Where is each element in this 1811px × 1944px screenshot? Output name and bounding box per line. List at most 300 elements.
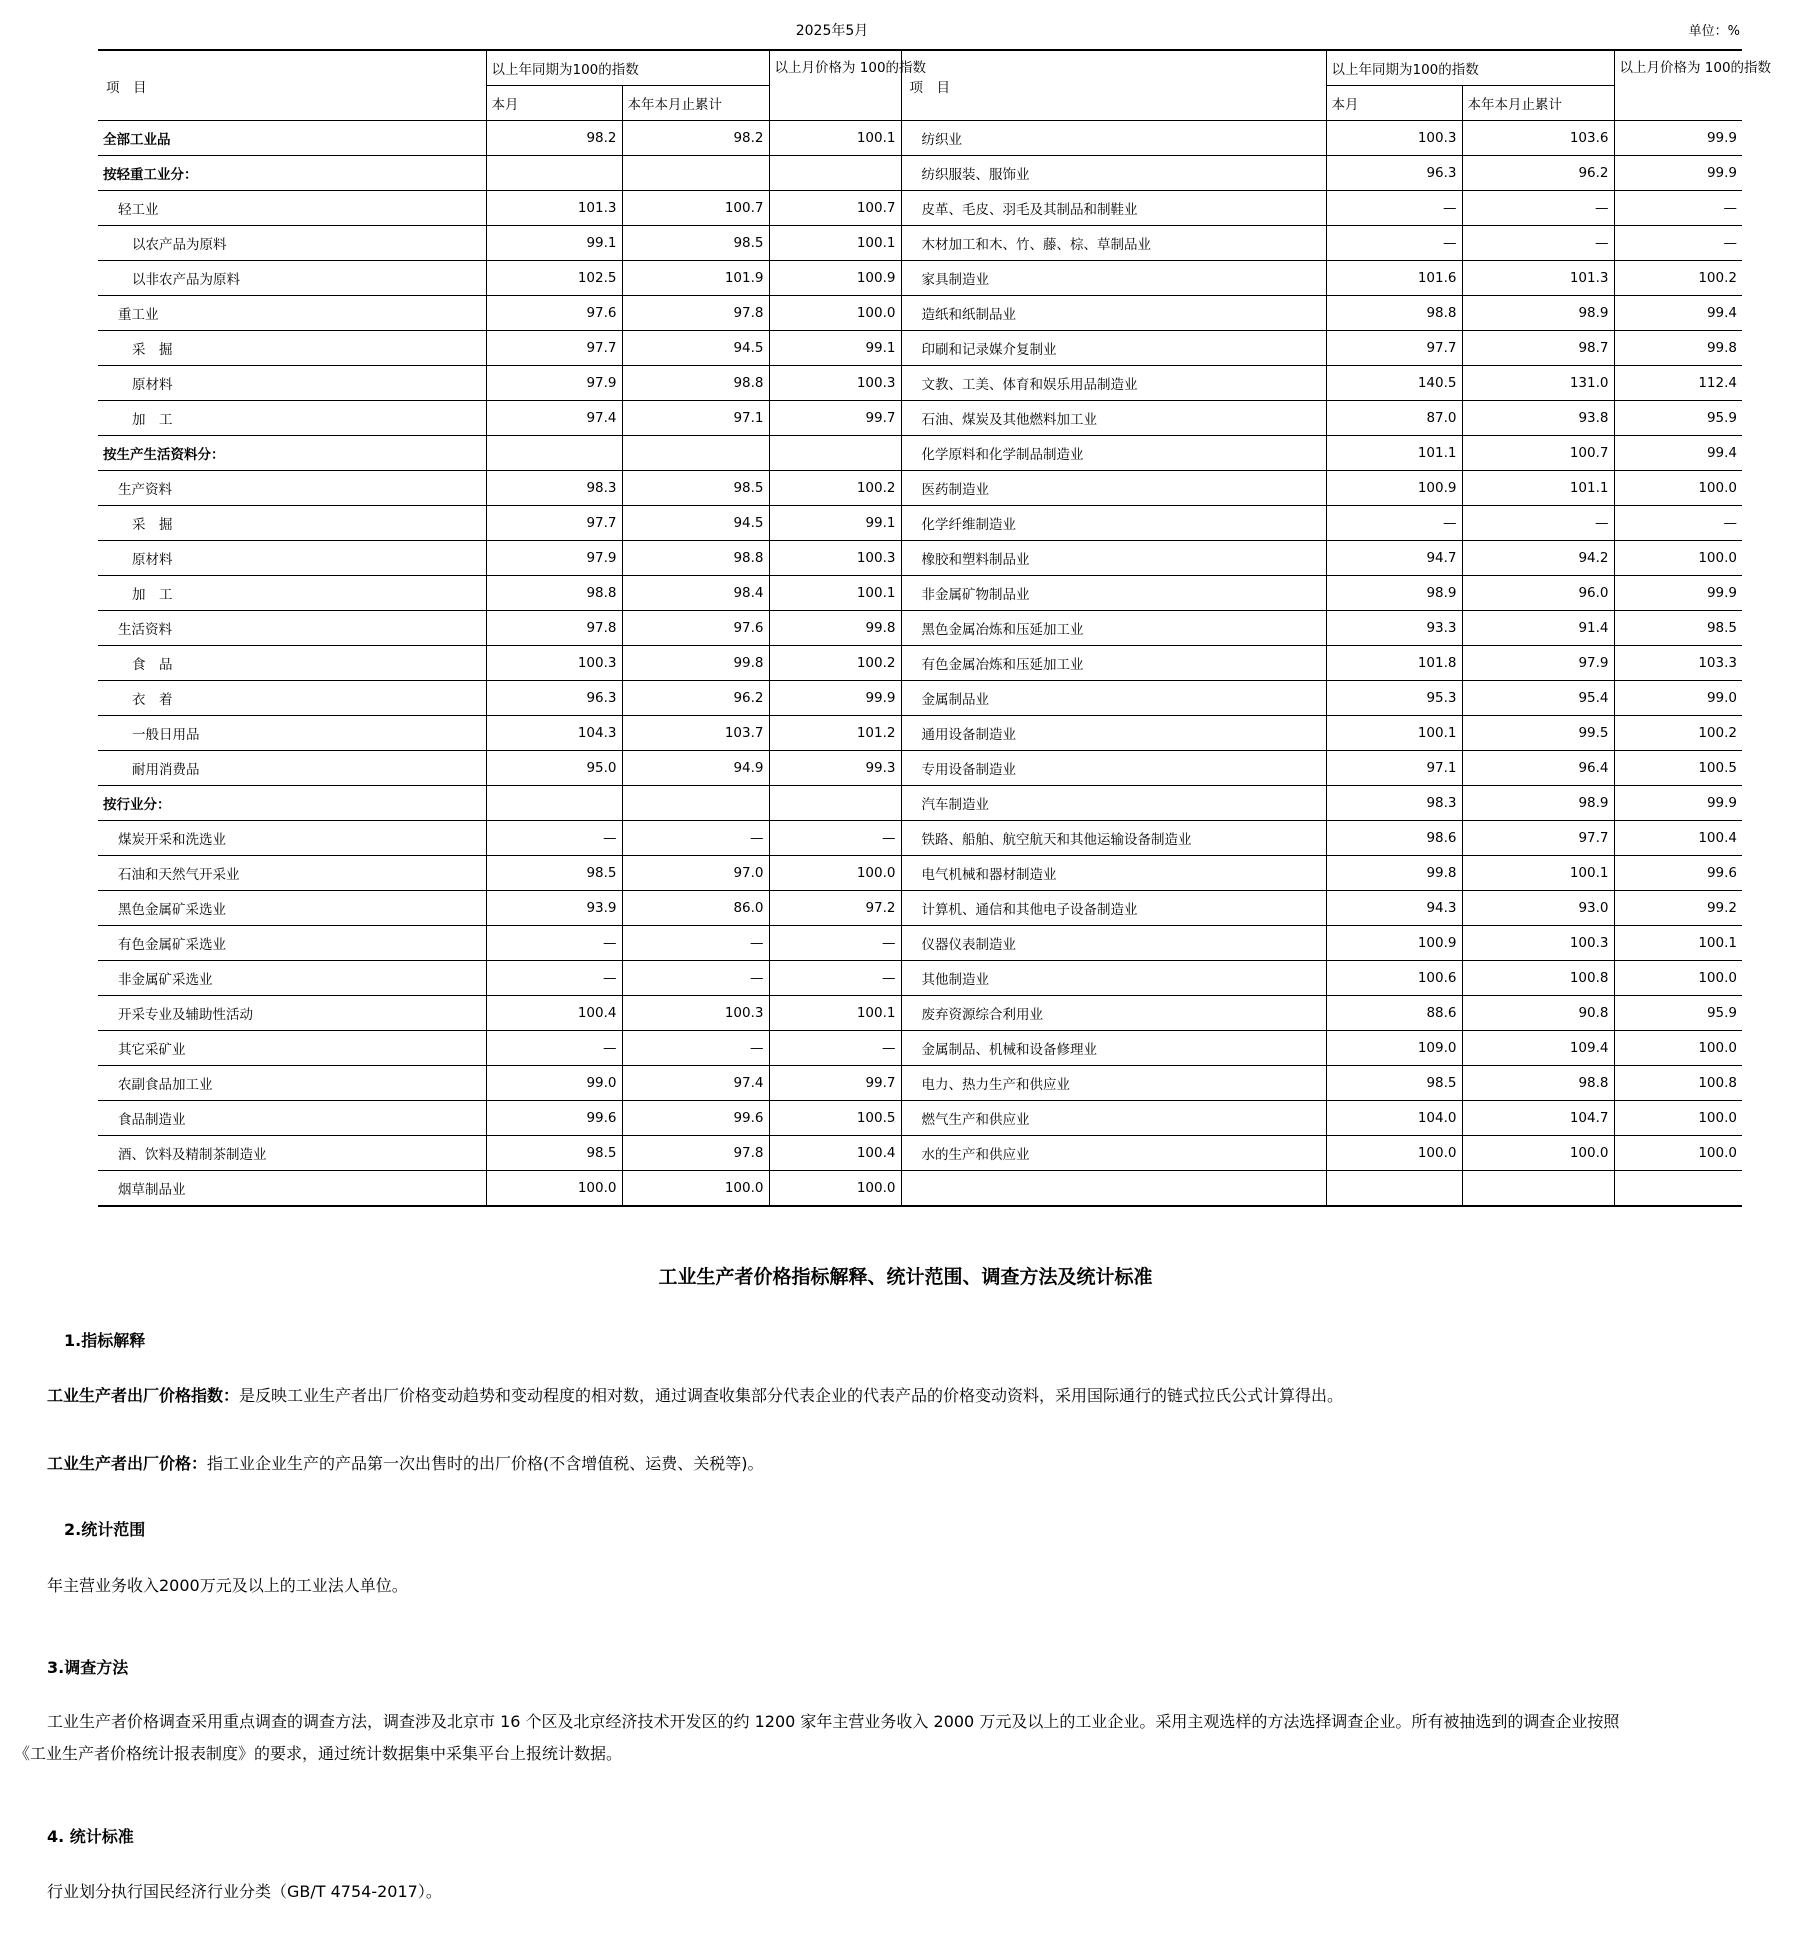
left-month-value: 100.0 xyxy=(486,1171,622,1207)
table-row xyxy=(98,611,1742,646)
right-month-value: 100.9 xyxy=(1326,471,1462,506)
right-cumulative-value: 100.3 xyxy=(1462,926,1614,961)
left-month-value: 99.0 xyxy=(486,1066,622,1101)
left-mom-value: 100.1 xyxy=(769,576,901,611)
right-item-name: 有色金属冶炼和压延加工业 xyxy=(901,646,1326,681)
right-month-value: 97.1 xyxy=(1326,751,1462,786)
left-cumulative-value: 94.5 xyxy=(622,506,769,541)
table-row xyxy=(98,646,1742,681)
left-item-name: 按生产生活资料分： xyxy=(98,436,486,471)
right-mom-value: 100.5 xyxy=(1614,751,1742,786)
right-mom-value: 98.5 xyxy=(1614,611,1742,646)
right-cumulative-value: 101.1 xyxy=(1462,471,1614,506)
right-month-value: 93.3 xyxy=(1326,611,1462,646)
right-cumulative-value: 98.9 xyxy=(1462,296,1614,331)
right-cumulative-value: 99.5 xyxy=(1462,716,1614,751)
left-cumulative-value: — xyxy=(622,821,769,856)
right-cumulative-value: 100.7 xyxy=(1462,436,1614,471)
right-cumulative-value: 101.3 xyxy=(1462,261,1614,296)
text-ex-factory-price: 指工业企业生产的产品第一次出售时的出厂价格(不含增值税、运费、关税等)。 xyxy=(207,1454,764,1473)
left-cumulative-value: 103.7 xyxy=(622,716,769,751)
left-item-name: 加 工 xyxy=(98,576,486,611)
left-mom-value xyxy=(769,436,901,471)
left-item-name: 开采专业及辅助性活动 xyxy=(98,996,486,1031)
right-cumulative-value xyxy=(1462,1171,1614,1207)
right-cumulative-value: 96.0 xyxy=(1462,576,1614,611)
right-month-value: 101.6 xyxy=(1326,261,1462,296)
left-mom-value: 100.2 xyxy=(769,646,901,681)
right-item-name: 皮革、毛皮、羽毛及其制品和制鞋业 xyxy=(901,191,1326,226)
right-mom-value: 100.4 xyxy=(1614,821,1742,856)
right-month-value: 99.8 xyxy=(1326,856,1462,891)
right-item-name: 文教、工美、体育和娱乐用品制造业 xyxy=(901,366,1326,401)
left-mom-value: 100.0 xyxy=(769,856,901,891)
right-cumulative-value: 96.2 xyxy=(1462,156,1614,191)
left-month-value xyxy=(486,436,622,471)
col-cumulative-header: 本年本月止累计 xyxy=(622,86,769,121)
right-cumulative-value: 93.8 xyxy=(1462,401,1614,436)
left-mom-value: 101.2 xyxy=(769,716,901,751)
left-item-name: 有色金属矿采选业 xyxy=(98,926,486,961)
right-month-value: 94.3 xyxy=(1326,891,1462,926)
right-item-name: 燃气生产和供应业 xyxy=(901,1101,1326,1136)
table-row xyxy=(98,506,1742,541)
right-cumulative-value: 93.0 xyxy=(1462,891,1614,926)
right-month-value: 100.3 xyxy=(1326,121,1462,156)
table-row xyxy=(98,1171,1742,1207)
right-mom-value: 100.0 xyxy=(1614,1031,1742,1066)
left-cumulative-value xyxy=(622,156,769,191)
table-row xyxy=(98,786,1742,821)
left-item-name: 重工业 xyxy=(98,296,486,331)
right-item-name: 金属制品业 xyxy=(901,681,1326,716)
left-month-value: 100.3 xyxy=(486,646,622,681)
right-mom-value: 100.8 xyxy=(1614,1066,1742,1101)
right-item-name xyxy=(901,1171,1326,1207)
left-item-name: 原材料 xyxy=(98,541,486,576)
table-row xyxy=(98,226,1742,261)
right-item-name: 黑色金属冶炼和压延加工业 xyxy=(901,611,1326,646)
left-month-value: 100.4 xyxy=(486,996,622,1031)
paragraph-scope: 年主营业务收入2000万元及以上的工业法人单位。 xyxy=(47,1576,408,1595)
left-month-value: 98.5 xyxy=(486,856,622,891)
right-mom-value: 99.9 xyxy=(1614,121,1742,156)
right-cumulative-value: 103.6 xyxy=(1462,121,1614,156)
table-row xyxy=(98,1101,1742,1136)
left-cumulative-value: 97.8 xyxy=(622,1136,769,1171)
right-cumulative-value: 98.7 xyxy=(1462,331,1614,366)
right-cumulative-value: 131.0 xyxy=(1462,366,1614,401)
left-mom-value: 99.7 xyxy=(769,401,901,436)
table-row xyxy=(98,541,1742,576)
right-month-value: — xyxy=(1326,506,1462,541)
col-item-header: 项 目 xyxy=(98,50,486,121)
right-item-name: 纺织业 xyxy=(901,121,1326,156)
right-item-name: 纺织服装、服饰业 xyxy=(901,156,1326,191)
left-cumulative-value: 100.3 xyxy=(622,996,769,1031)
table-row xyxy=(98,856,1742,891)
right-item-name: 其他制造业 xyxy=(901,961,1326,996)
right-cumulative-value: 100.1 xyxy=(1462,856,1614,891)
left-cumulative-value: 97.1 xyxy=(622,401,769,436)
right-mom-value: 99.2 xyxy=(1614,891,1742,926)
table-row xyxy=(98,996,1742,1031)
table-row xyxy=(98,156,1742,191)
right-item-name: 计算机、通信和其他电子设备制造业 xyxy=(901,891,1326,926)
right-mom-value: 103.3 xyxy=(1614,646,1742,681)
left-mom-value: 99.3 xyxy=(769,751,901,786)
right-mom-value: 99.9 xyxy=(1614,576,1742,611)
left-cumulative-value: 98.8 xyxy=(622,366,769,401)
right-item-name: 非金属矿物制品业 xyxy=(901,576,1326,611)
left-month-value: 98.8 xyxy=(486,576,622,611)
right-item-name: 电气机械和器材制造业 xyxy=(901,856,1326,891)
right-cumulative-value: 109.4 xyxy=(1462,1031,1614,1066)
left-cumulative-value: 97.6 xyxy=(622,611,769,646)
left-cumulative-value: — xyxy=(622,1031,769,1066)
left-month-value: 96.3 xyxy=(486,681,622,716)
col-month-header-right: 本月 xyxy=(1326,86,1462,121)
right-item-name: 水的生产和供应业 xyxy=(901,1136,1326,1171)
right-mom-value: 100.0 xyxy=(1614,471,1742,506)
left-month-value: 95.0 xyxy=(486,751,622,786)
right-mom-value: 100.0 xyxy=(1614,1136,1742,1171)
left-mom-value: — xyxy=(769,1031,901,1066)
table-row xyxy=(98,1136,1742,1171)
right-mom-value: 99.0 xyxy=(1614,681,1742,716)
left-mom-value: 100.4 xyxy=(769,1136,901,1171)
right-month-value: 97.7 xyxy=(1326,331,1462,366)
col-item-header-right: 项 目 xyxy=(901,50,1326,121)
left-month-value: — xyxy=(486,961,622,996)
right-month-value: 96.3 xyxy=(1326,156,1462,191)
right-month-value: 100.9 xyxy=(1326,926,1462,961)
right-month-value: 98.6 xyxy=(1326,821,1462,856)
table-row xyxy=(98,576,1742,611)
right-month-value: 109.0 xyxy=(1326,1031,1462,1066)
left-item-name: 按轻重工业分： xyxy=(98,156,486,191)
col-mom-header-right: 以上月价格为 100的指数 xyxy=(1614,50,1742,121)
left-mom-value: 100.0 xyxy=(769,296,901,331)
left-mom-value: 99.1 xyxy=(769,331,901,366)
table-row xyxy=(98,401,1742,436)
left-item-name: 采 掘 xyxy=(98,331,486,366)
table-row xyxy=(98,331,1742,366)
right-mom-value: 99.9 xyxy=(1614,156,1742,191)
right-mom-value: 95.9 xyxy=(1614,996,1742,1031)
left-month-value: 101.3 xyxy=(486,191,622,226)
table-row xyxy=(98,296,1742,331)
left-item-name: 烟草制品业 xyxy=(98,1171,486,1207)
left-mom-value: — xyxy=(769,926,901,961)
table-row xyxy=(98,366,1742,401)
left-cumulative-value: 97.0 xyxy=(622,856,769,891)
left-item-name: 煤炭开采和洗选业 xyxy=(98,821,486,856)
left-cumulative-value: 98.4 xyxy=(622,576,769,611)
table-row xyxy=(98,751,1742,786)
right-mom-value: 99.9 xyxy=(1614,786,1742,821)
left-month-value: 104.3 xyxy=(486,716,622,751)
left-cumulative-value: 99.8 xyxy=(622,646,769,681)
left-month-value: 97.7 xyxy=(486,506,622,541)
table-row xyxy=(98,681,1742,716)
right-month-value: 100.1 xyxy=(1326,716,1462,751)
table-row xyxy=(98,471,1742,506)
section-2-heading: 2.统计范围 xyxy=(64,1520,146,1539)
table-row xyxy=(98,891,1742,926)
right-cumulative-value: 100.0 xyxy=(1462,1136,1614,1171)
left-month-value: 98.2 xyxy=(486,121,622,156)
left-month-value: — xyxy=(486,1031,622,1066)
table-row xyxy=(98,961,1742,996)
left-mom-value: — xyxy=(769,821,901,856)
right-cumulative-value: — xyxy=(1462,506,1614,541)
right-cumulative-value: 91.4 xyxy=(1462,611,1614,646)
right-mom-value: 100.0 xyxy=(1614,961,1742,996)
left-item-name: 生产资料 xyxy=(98,471,486,506)
right-cumulative-value: 97.7 xyxy=(1462,821,1614,856)
left-mom-value: 100.2 xyxy=(769,471,901,506)
paragraph-method-line-2: 《工业生产者价格统计报表制度》的要求，通过统计数据集中采集平台上报统计数据。 xyxy=(14,1744,623,1763)
left-item-name: 酒、饮料及精制茶制造业 xyxy=(98,1136,486,1171)
term-ppi: 工业生产者出厂价格指数： xyxy=(47,1386,240,1405)
right-cumulative-value: 97.9 xyxy=(1462,646,1614,681)
right-month-value: 101.1 xyxy=(1326,436,1462,471)
left-item-name: 食品制造业 xyxy=(98,1101,486,1136)
right-mom-value: 95.9 xyxy=(1614,401,1742,436)
term-ex-factory-price: 工业生产者出厂价格： xyxy=(47,1454,208,1473)
right-cumulative-value: — xyxy=(1462,191,1614,226)
right-month-value: 100.0 xyxy=(1326,1136,1462,1171)
left-cumulative-value: — xyxy=(622,961,769,996)
left-mom-value: 100.3 xyxy=(769,366,901,401)
right-item-name: 医药制造业 xyxy=(901,471,1326,506)
right-mom-value: 100.0 xyxy=(1614,1101,1742,1136)
left-mom-value xyxy=(769,156,901,191)
right-mom-value: 100.0 xyxy=(1614,541,1742,576)
paragraph-ex-factory-price xyxy=(47,1448,764,1480)
left-cumulative-value: 96.2 xyxy=(622,681,769,716)
right-cumulative-value: 96.4 xyxy=(1462,751,1614,786)
table-row xyxy=(98,121,1742,156)
right-item-name: 废弃资源综合利用业 xyxy=(901,996,1326,1031)
table-header-row-1 xyxy=(98,50,1742,86)
left-mom-value: 100.1 xyxy=(769,121,901,156)
left-item-name: 衣 着 xyxy=(98,681,486,716)
table-row xyxy=(98,926,1742,961)
left-cumulative-value xyxy=(622,436,769,471)
right-item-name: 铁路、船舶、航空航天和其他运输设备制造业 xyxy=(901,821,1326,856)
right-item-name: 橡胶和塑料制品业 xyxy=(901,541,1326,576)
left-item-name: 采 掘 xyxy=(98,506,486,541)
right-item-name: 印刷和记录媒介复制业 xyxy=(901,331,1326,366)
left-mom-value: 100.1 xyxy=(769,996,901,1031)
right-item-name: 电力、热力生产和供应业 xyxy=(901,1066,1326,1101)
text-ppi: 是反映工业生产者出厂价格变动趋势和变动程度的相对数，通过调查收集部分代表企业的代表产品的价格变动资料，采用国际通行的链式拉氏公式计算得出。 xyxy=(239,1386,1344,1405)
unit-label: 单位：% xyxy=(1688,24,1740,39)
notes-title: 工业生产者价格指标解释、统计范围、调查方法及统计标准 xyxy=(658,1266,1153,1288)
left-cumulative-value: 97.8 xyxy=(622,296,769,331)
left-cumulative-value: 94.9 xyxy=(622,751,769,786)
col-yoy-group-header: 以上年同期为100的指数 xyxy=(486,50,769,86)
right-item-name: 石油、煤炭及其他燃料加工业 xyxy=(901,401,1326,436)
table-row xyxy=(98,716,1742,751)
right-cumulative-value: 98.9 xyxy=(1462,786,1614,821)
left-cumulative-value: 98.5 xyxy=(622,226,769,261)
left-cumulative-value: 100.7 xyxy=(622,191,769,226)
right-item-name: 专用设备制造业 xyxy=(901,751,1326,786)
right-item-name: 汽车制造业 xyxy=(901,786,1326,821)
right-mom-value: 112.4 xyxy=(1614,366,1742,401)
left-item-name: 食 品 xyxy=(98,646,486,681)
col-yoy-group-header-right: 以上年同期为100的指数 xyxy=(1326,50,1614,86)
left-month-value: 97.4 xyxy=(486,401,622,436)
section-1-heading: 1.指标解释 xyxy=(64,1331,146,1350)
paragraph-ppi-definition xyxy=(47,1380,1343,1412)
left-item-name: 农副食品加工业 xyxy=(98,1066,486,1101)
left-item-name: 耐用消费品 xyxy=(98,751,486,786)
left-month-value: 98.5 xyxy=(486,1136,622,1171)
paragraph-method-line-1: 工业生产者价格调查采用重点调查的调查方法，调查涉及北京市 16 个区及北京经济技术开发区的约 1200 家年主营业务收入 2000 万元及以上的工业企业。采用主观选样的方法选择调查企业。所有被抽选到的调查企业按照 xyxy=(47,1712,1620,1731)
left-month-value xyxy=(486,786,622,821)
left-item-name: 非金属矿采选业 xyxy=(98,961,486,996)
price-index-table xyxy=(98,49,1772,1207)
left-mom-value: 100.9 xyxy=(769,261,901,296)
right-month-value: 104.0 xyxy=(1326,1101,1462,1136)
right-month-value xyxy=(1326,1171,1462,1207)
table-row xyxy=(98,1031,1742,1066)
right-month-value: 87.0 xyxy=(1326,401,1462,436)
right-item-name: 家具制造业 xyxy=(901,261,1326,296)
left-month-value: — xyxy=(486,926,622,961)
col-cumulative-header-right: 本年本月止累计 xyxy=(1462,86,1614,121)
right-mom-value: 100.2 xyxy=(1614,261,1742,296)
right-item-name: 仪器仪表制造业 xyxy=(901,926,1326,961)
left-month-value: 97.9 xyxy=(486,366,622,401)
right-month-value: 98.5 xyxy=(1326,1066,1462,1101)
left-cumulative-value: 101.9 xyxy=(622,261,769,296)
right-cumulative-value: 100.8 xyxy=(1462,961,1614,996)
right-month-value: 95.3 xyxy=(1326,681,1462,716)
right-cumulative-value: — xyxy=(1462,226,1614,261)
right-item-name: 化学纤维制造业 xyxy=(901,506,1326,541)
right-month-value: — xyxy=(1326,226,1462,261)
right-month-value: 98.8 xyxy=(1326,296,1462,331)
paragraph-standard: 行业划分执行国民经济行业分类（GB/T 4754-2017）。 xyxy=(47,1882,442,1901)
right-mom-value: 100.1 xyxy=(1614,926,1742,961)
left-item-name: 黑色金属矿采选业 xyxy=(98,891,486,926)
left-mom-value: 100.0 xyxy=(769,1171,901,1207)
right-month-value: 100.6 xyxy=(1326,961,1462,996)
right-mom-value xyxy=(1614,1171,1742,1207)
right-month-value: 88.6 xyxy=(1326,996,1462,1031)
left-mom-value: 99.9 xyxy=(769,681,901,716)
right-cumulative-value: 98.8 xyxy=(1462,1066,1614,1101)
right-item-name: 造纸和纸制品业 xyxy=(901,296,1326,331)
table-row xyxy=(98,191,1742,226)
left-month-value: — xyxy=(486,821,622,856)
left-mom-value: 99.8 xyxy=(769,611,901,646)
left-month-value: 97.7 xyxy=(486,331,622,366)
notes-section xyxy=(0,1262,1811,1901)
right-item-name: 木材加工和木、竹、藤、棕、草制品业 xyxy=(901,226,1326,261)
left-item-name: 加 工 xyxy=(98,401,486,436)
left-month-value: 102.5 xyxy=(486,261,622,296)
left-cumulative-value: 98.2 xyxy=(622,121,769,156)
left-item-name: 一般日用品 xyxy=(98,716,486,751)
left-mom-value: 100.3 xyxy=(769,541,901,576)
right-mom-value: 99.8 xyxy=(1614,331,1742,366)
left-mom-value: — xyxy=(769,961,901,996)
report-period: 2025年5月 xyxy=(795,23,869,39)
left-item-name: 按行业分： xyxy=(98,786,486,821)
left-month-value: 97.6 xyxy=(486,296,622,331)
right-item-name: 通用设备制造业 xyxy=(901,716,1326,751)
right-cumulative-value: 94.2 xyxy=(1462,541,1614,576)
left-cumulative-value: 86.0 xyxy=(622,891,769,926)
left-mom-value: 100.7 xyxy=(769,191,901,226)
right-mom-value: 99.4 xyxy=(1614,296,1742,331)
left-item-name: 轻工业 xyxy=(98,191,486,226)
right-month-value: — xyxy=(1326,191,1462,226)
col-month-header: 本月 xyxy=(486,86,622,121)
left-cumulative-value: 98.8 xyxy=(622,541,769,576)
left-item-name: 全部工业品 xyxy=(98,121,486,156)
right-mom-value: — xyxy=(1614,226,1742,261)
table-row xyxy=(98,261,1742,296)
left-month-value: 99.6 xyxy=(486,1101,622,1136)
left-mom-value: 100.5 xyxy=(769,1101,901,1136)
section-3-heading: 3.调查方法 xyxy=(47,1658,129,1677)
left-month-value: 93.9 xyxy=(486,891,622,926)
col-mom-header: 以上月价格为 100的指数 xyxy=(769,50,901,121)
table-row xyxy=(98,821,1742,856)
left-cumulative-value: — xyxy=(622,926,769,961)
right-mom-value: — xyxy=(1614,506,1742,541)
right-cumulative-value: 104.7 xyxy=(1462,1101,1614,1136)
left-month-value xyxy=(486,156,622,191)
right-mom-value: 100.2 xyxy=(1614,716,1742,751)
right-mom-value: 99.6 xyxy=(1614,856,1742,891)
right-item-name: 金属制品、机械和设备修理业 xyxy=(901,1031,1326,1066)
left-month-value: 98.3 xyxy=(486,471,622,506)
table-row xyxy=(98,1066,1742,1101)
left-mom-value xyxy=(769,786,901,821)
left-item-name: 其它采矿业 xyxy=(98,1031,486,1066)
left-cumulative-value: 98.5 xyxy=(622,471,769,506)
left-item-name: 石油和天然气开采业 xyxy=(98,856,486,891)
right-cumulative-value: 90.8 xyxy=(1462,996,1614,1031)
left-cumulative-value: 99.6 xyxy=(622,1101,769,1136)
left-cumulative-value xyxy=(622,786,769,821)
left-mom-value: 99.1 xyxy=(769,506,901,541)
right-mom-value: 99.4 xyxy=(1614,436,1742,471)
left-cumulative-value: 97.4 xyxy=(622,1066,769,1101)
right-month-value: 98.9 xyxy=(1326,576,1462,611)
right-item-name: 化学原料和化学制品制造业 xyxy=(901,436,1326,471)
right-month-value: 101.8 xyxy=(1326,646,1462,681)
right-month-value: 140.5 xyxy=(1326,366,1462,401)
left-month-value: 97.8 xyxy=(486,611,622,646)
left-item-name: 生活资料 xyxy=(98,611,486,646)
right-mom-value: — xyxy=(1614,191,1742,226)
left-item-name: 以农产品为原料 xyxy=(98,226,486,261)
left-month-value: 99.1 xyxy=(486,226,622,261)
left-mom-value: 97.2 xyxy=(769,891,901,926)
table-row xyxy=(98,436,1742,471)
right-month-value: 94.7 xyxy=(1326,541,1462,576)
left-mom-value: 99.7 xyxy=(769,1066,901,1101)
